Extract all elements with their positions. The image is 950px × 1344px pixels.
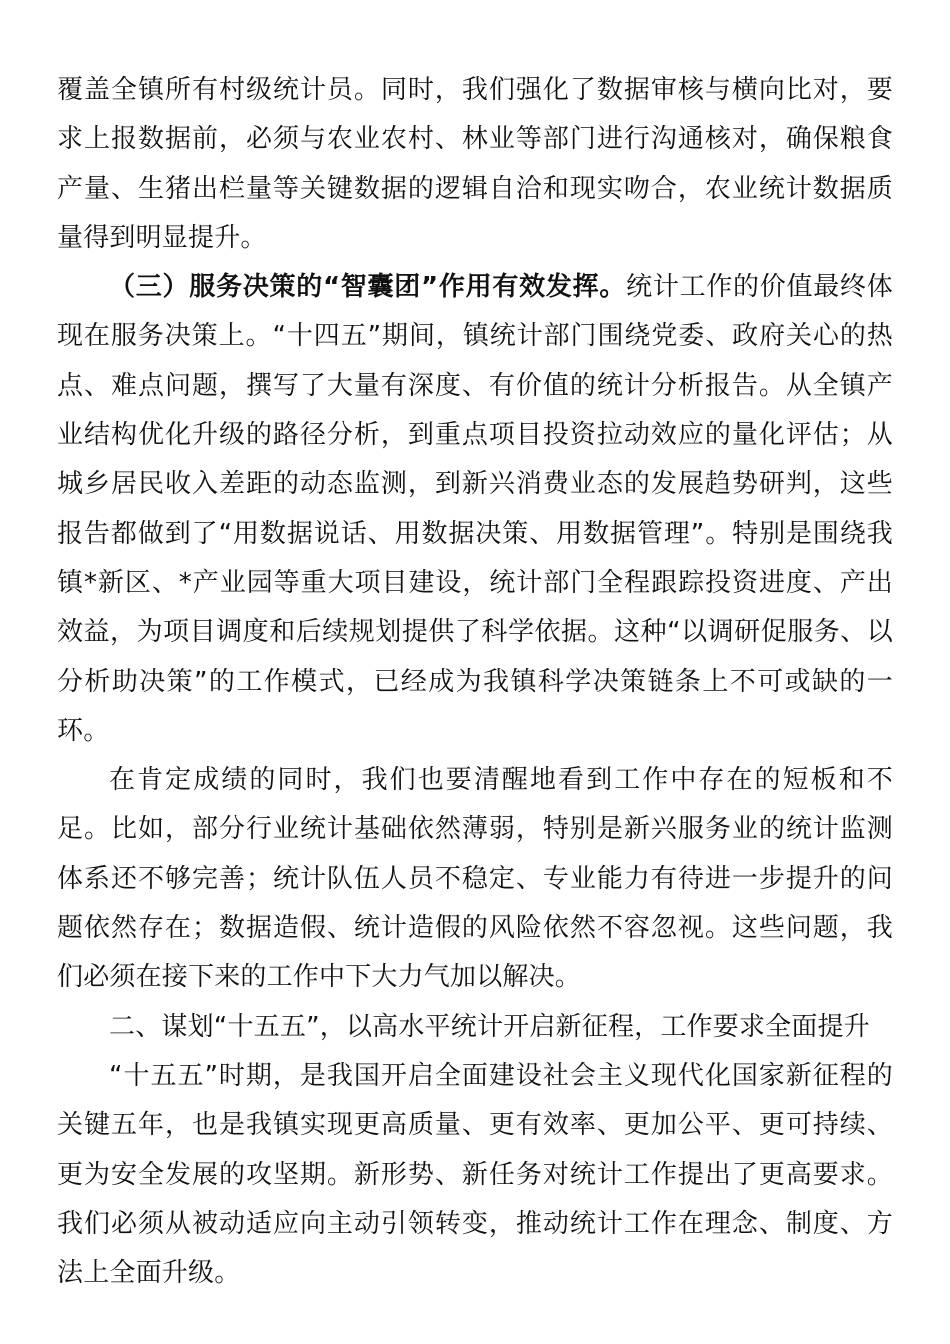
paragraph-decision-service-body: 统计工作的价值最终体现在服务决策上。“十四五”期间，镇统计部门围绕党委、政府关心的热点、难点问题，撰写了大量有深度、有价值的统计分析报告。从全镇产业结构优化升级的路径分析，到重点项目投资拉动效应的量化评估；从城乡居民收入差距的动态监测，到新兴消费业态的发展趋势研判，这些报告都做到了“用数据说话、用数据决策、用数据管理”。特别是围绕我镇*新区、*产业园等重大项目建设，统计部门全程跟踪投资进度、产出效益，为项目调度和后续规划提供了科学依据。这种“以调研促服务、以分析助决策”的工作模式，已经成为我镇科学决策链条上不可或缺的一环。 — [57, 272, 893, 746]
paragraph-15th-plan-intro: “十五五”时期，是我国开启全面建设社会主义现代化国家新征程的关键五年，也是我镇实现更高质量、更有效率、更加公平、更可持续、更为安全发展的攻坚期。新形势、新任务对统计工作提出了更高要求。我们必须从被动适应向主动引领转变，推动统计工作在理念、制度、方法上全面升级。 — [57, 1060, 893, 1289]
paragraph-agri-data-quality: 覆盖全镇所有村级统计员。同时，我们强化了数据审核与横向比对，要求上报数据前，必须与农业农村、林业等部门进行沟通核对，确保粮食产量、生猪出栏量等关键数据的逻辑自洽和现实吻合，农业统计数据质量得到明显提升。 — [57, 75, 893, 253]
section-heading-15th-plan: 二、谋划“十五五”，以高水平统计开启新征程，工作要求全面提升 — [109, 1011, 870, 1042]
section-heading-think-tank: （三）服务决策的“智囊团”作用有效发挥。 — [109, 272, 627, 303]
document-body — [57, 66, 893, 1298]
paragraph-decision-service — [57, 263, 893, 756]
paragraph-shortcomings: 在肯定成绩的同时，我们也要清醒地看到工作中存在的短板和不足。比如，部分行业统计基础依然薄弱，特别是新兴服务业的统计监测体系还不够完善；统计队伍人员不稳定、专业能力有待进一步提升的问题依然存在；数据造假、统计造假的风险依然不容忽视。这些问题，我们必须在接下来的工作中下大力气加以解决。 — [57, 765, 893, 993]
